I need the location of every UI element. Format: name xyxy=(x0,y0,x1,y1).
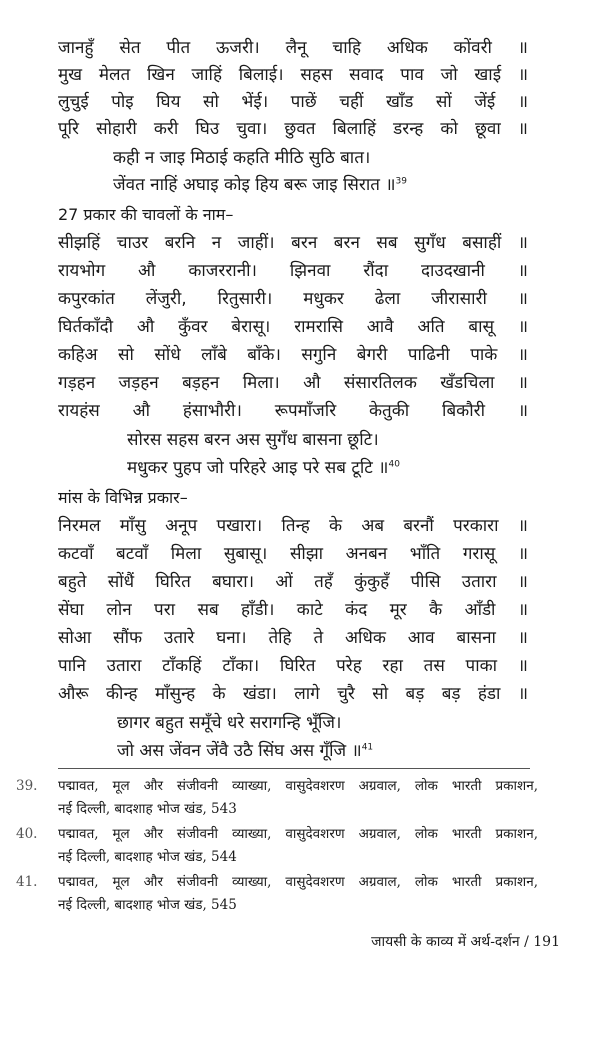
doha-line xyxy=(117,738,373,765)
verse-line: रायभोग औ काजररानी। झिनवा रौंदा दाउदखानी ॥ xyxy=(58,261,528,281)
footnote-ref[interactable]: 39 xyxy=(395,176,407,187)
footnote-text: नई दिल्ली, बादशाह भोज खंड, 544 xyxy=(58,849,237,865)
verse-line: जानहुँ सेत पीत ऊजरी। लैनू चाहि अधिक कोंवरी ॥ xyxy=(58,38,528,58)
doha-line xyxy=(113,172,407,199)
doha-line: सोरस सहस बरन अस सुगँध बासना छूटि। xyxy=(127,430,379,450)
verse-line: पूरि सोहारी करी घिउ चुवा। छुवत बिलाहिं डरन्ह को छूवा ॥ xyxy=(58,119,528,139)
footnote-ref[interactable]: 40 xyxy=(388,459,400,470)
verse-line: गड़हन जड़हन बड़हन मिला। औ संसारतिलक खँडचिला ॥ xyxy=(58,373,528,393)
verse-line: सेंघा लोन परा सब हाँडी। काटे कंद मूर कै आँडी ॥ xyxy=(58,600,528,620)
verse-line: लुचुई पोइ घिय सो भेंई। पाछें चहीं खाँड सों जेंई ॥ xyxy=(58,92,528,112)
footnote-text: नई दिल्ली, बादशाह भोज खंड, 543 xyxy=(58,801,237,817)
doha-text: मधुकर पुहप जो परिहरे आइ परे सब टूटि ॥ xyxy=(127,458,389,478)
verse-line: सोआ सौंफ उतारे घना। तेहि ते अधिक आव बासना ॥ xyxy=(58,628,528,648)
footnote-text: नई दिल्ली, बादशाह भोज खंड, 545 xyxy=(58,897,237,913)
verse-line: निरमल माँसु अनूप पखारा। तिन्ह के अब बरनौं परकारा ॥ xyxy=(58,516,528,536)
verse-line: रायहंस औ हंसाभौरी। रूपमाँजरि केतुकी बिकौरी ॥ xyxy=(58,401,528,421)
doha-text: जेंवत नाहिं अघाइ कोइ हिय बरू जाइ सिरात ॥ xyxy=(113,175,396,195)
verse-line: कटवाँ बटवाँ मिला सुबासू। सीझा अनबन भाँति गरासू ॥ xyxy=(58,544,528,564)
section-heading-meat: मांस के विभिन्न प्रकार– xyxy=(58,488,188,507)
verse-line: सीझहिं चाउर बरनि न जाहीं। बरन बरन सब सुगँध बसाहीं ॥ xyxy=(58,233,528,253)
section-heading-rice: 27 प्रकार की चावलों के नाम– xyxy=(58,205,234,224)
verse-line: घिर्तकाँदौ औ कुँवर बेरासू। रामरासि आवै अति बासू ॥ xyxy=(58,317,528,337)
footnote-ref[interactable]: 41 xyxy=(361,742,374,753)
verse-line: पानि उतारा टाँकहिं टाँका। घिरित परेह रहा तस पाका ॥ xyxy=(58,656,528,676)
verse-line: बहुते सोंधैं घिरित बघारा। ओं तहँ कुंकुहँ पीसि उतारा ॥ xyxy=(58,572,528,592)
running-footer: जायसी के काव्य में अर्थ-दर्शन / 191 xyxy=(371,934,560,950)
doha-line xyxy=(127,455,400,482)
verse-line: मुख मेलत खिन जाहिं बिलाई। सहस सवाद पाव जो खाई ॥ xyxy=(58,65,528,85)
footnote-text: पद्मावत, मूल और संजीवनी व्याख्या, वासुदेवशरण अग्रवाल, लोक भारती प्रकाशन, xyxy=(58,874,538,890)
footnote-number: 40. xyxy=(16,826,38,842)
doha-text: जो अस जेंवन जेंवै उठै सिंघ अस गूँजि ॥ xyxy=(117,741,362,761)
footnote-number: 41. xyxy=(16,874,38,890)
doha-line: छागर बहुत समूँचे धरे सरागन्हि भूँजि। xyxy=(117,713,342,733)
verse-line: कहिअ सो सोंधे लाँबे बाँके। सगुनि बेगरी पाढिनी पाके ॥ xyxy=(58,345,528,365)
doha-line: कही न जाइ मिठाई कहति मीठि सुठि बात। xyxy=(113,148,371,168)
footnote-text: पद्मावत, मूल और संजीवनी व्याख्या, वासुदेवशरण अग्रवाल, लोक भारती प्रकाशन, xyxy=(58,778,538,794)
verse-line: कपुरकांत लेंजुरी, रितुसारी। मधुकर ढेला जीरासारी ॥ xyxy=(58,289,528,309)
footnote-text: पद्मावत, मूल और संजीवनी व्याख्या, वासुदेवशरण अग्रवाल, लोक भारती प्रकाशन, xyxy=(58,826,538,842)
footnote-divider xyxy=(58,768,530,769)
footnote-number: 39. xyxy=(16,778,38,794)
verse-line: औरू कीन्ह माँसुन्ह के खंडा। लागे चुरै सो बड़ बड़ हंडा ॥ xyxy=(58,684,528,704)
